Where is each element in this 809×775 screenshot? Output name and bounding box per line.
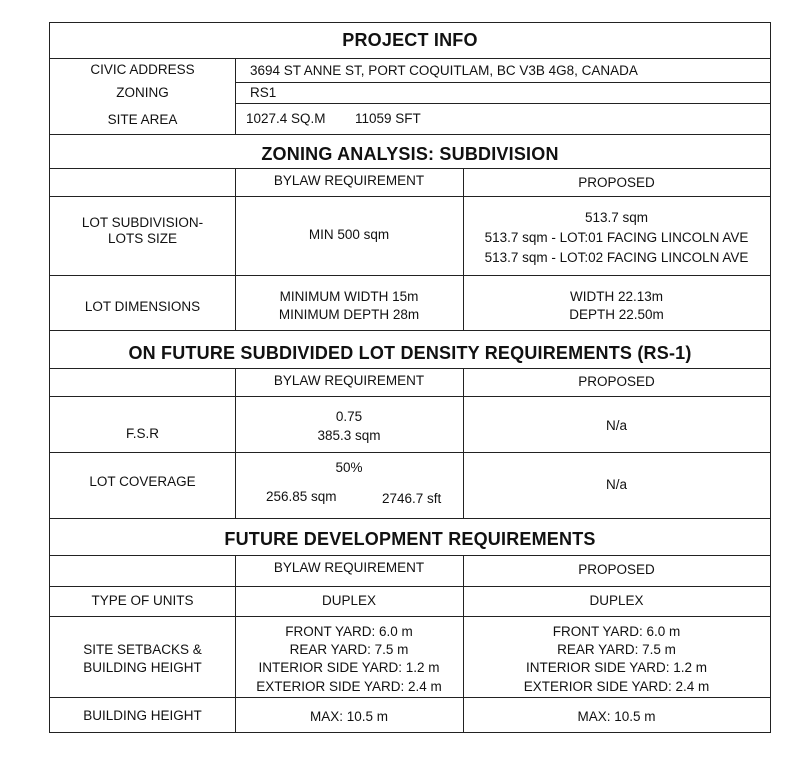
setback-bylaw-exterior: EXTERIOR SIDE YARD: 2.4 m bbox=[256, 679, 442, 694]
rule-development-header bbox=[50, 518, 770, 519]
zoning-label: ZONING bbox=[116, 85, 169, 100]
project-info-title: PROJECT INFO bbox=[342, 30, 478, 50]
lot-dimensions-bylaw-line1: MINIMUM WIDTH 15m bbox=[279, 289, 419, 304]
development-col-proposed: PROPOSED bbox=[578, 562, 655, 577]
setback-proposed-front: FRONT YARD: 6.0 m bbox=[552, 624, 681, 639]
vrule-density-right bbox=[463, 368, 464, 518]
building-height-label: BUILDING HEIGHT bbox=[83, 708, 202, 723]
rule-subdivision-cols bbox=[50, 168, 770, 169]
fsr-proposed: N/a bbox=[605, 418, 627, 433]
rule-setbacks bbox=[50, 616, 770, 617]
setbacks-label-line1: SITE SETBACKS & bbox=[83, 642, 202, 657]
fsr-label: F.S.R bbox=[125, 426, 159, 441]
zoning-value: RS1 bbox=[250, 85, 277, 100]
lot-size-bylaw: MIN 500 sqm bbox=[308, 227, 390, 242]
units-proposed: DUPLEX bbox=[589, 593, 644, 608]
rule-civic bbox=[235, 82, 770, 83]
lot-dimensions-bylaw-line2: MINIMUM DEPTH 28m bbox=[278, 307, 420, 322]
subdivision-title: ZONING ANALYSIS: SUBDIVISION bbox=[261, 144, 559, 164]
rule-development-cols bbox=[50, 555, 770, 556]
rule-height bbox=[50, 697, 770, 698]
density-col-bylaw: BYLAW REQUIREMENT bbox=[273, 373, 425, 388]
development-title: FUTURE DEVELOPMENT REQUIREMENTS bbox=[224, 529, 596, 549]
rule-coverage bbox=[50, 452, 770, 453]
lot-size-proposed-line3: 513.7 sqm - LOT:02 FACING LINCOLN AVE bbox=[484, 250, 749, 265]
setbacks-label-line2: BUILDING HEIGHT bbox=[83, 660, 202, 675]
density-col-proposed: PROPOSED bbox=[578, 374, 655, 389]
site-area-label: SITE AREA bbox=[107, 112, 178, 127]
rule-zoning bbox=[235, 103, 770, 104]
lot-size-proposed-line2: 513.7 sqm - LOT:01 FACING LINCOLN AVE bbox=[484, 230, 749, 245]
setback-bylaw-interior: INTERIOR SIDE YARD: 1.2 m bbox=[258, 660, 440, 675]
building-height-bylaw: MAX: 10.5 m bbox=[309, 709, 389, 724]
lot-size-label-line1: LOT SUBDIVISION- bbox=[81, 215, 204, 230]
rule-project-info bbox=[50, 58, 770, 59]
vrule-subdivision-right bbox=[463, 168, 464, 330]
civic-address-label: CIVIC ADDRESS bbox=[90, 62, 195, 77]
setback-bylaw-front: FRONT YARD: 6.0 m bbox=[285, 624, 413, 639]
density-title: ON FUTURE SUBDIVIDED LOT DENSITY REQUIREMENTS (RS-1) bbox=[128, 343, 692, 363]
lot-coverage-bylaw-percent: 50% bbox=[335, 460, 363, 475]
lot-size-proposed-line1: 513.7 sqm bbox=[584, 210, 649, 225]
development-col-bylaw: BYLAW REQUIREMENT bbox=[273, 560, 425, 575]
lot-size-label-line2: LOTS SIZE bbox=[107, 231, 178, 246]
fsr-bylaw-line2: 385.3 sqm bbox=[317, 428, 381, 443]
lot-coverage-bylaw-sft: 2746.7 sft bbox=[382, 491, 442, 506]
setback-proposed-rear: REAR YARD: 7.5 m bbox=[557, 642, 676, 657]
building-height-proposed: MAX: 10.5 m bbox=[577, 709, 656, 724]
units-bylaw: DUPLEX bbox=[321, 593, 377, 608]
fsr-bylaw-line1: 0.75 bbox=[335, 409, 363, 424]
subdivision-col-bylaw: BYLAW REQUIREMENT bbox=[273, 173, 425, 188]
lot-coverage-bylaw-sqm: 256.85 sqm bbox=[266, 489, 337, 504]
units-label: TYPE OF UNITS bbox=[91, 593, 194, 608]
civic-address-value: 3694 ST ANNE ST, PORT COQUITLAM, BC V3B 4G8, CANADA bbox=[250, 63, 638, 78]
lot-dimensions-label: LOT DIMENSIONS bbox=[84, 299, 201, 314]
site-area-sqm: 1027.4 SQ.M bbox=[246, 111, 326, 126]
setback-proposed-exterior: EXTERIOR SIDE YARD: 2.4 m bbox=[523, 679, 710, 694]
lot-dimensions-proposed-line1: WIDTH 22.13m bbox=[569, 289, 664, 304]
subdivision-col-proposed: PROPOSED bbox=[578, 175, 655, 190]
vrule-project-info bbox=[235, 58, 236, 134]
lot-coverage-proposed: N/a bbox=[605, 477, 627, 492]
site-area-sft: 11059 SFT bbox=[355, 111, 421, 126]
rule-fsr bbox=[50, 396, 770, 397]
requirements-table bbox=[49, 22, 771, 733]
rule-lot-size bbox=[50, 196, 770, 197]
setback-bylaw-rear: REAR YARD: 7.5 m bbox=[289, 642, 409, 657]
rule-units bbox=[50, 586, 770, 587]
lot-dimensions-proposed-line2: DEPTH 22.50m bbox=[569, 307, 664, 322]
lot-coverage-label: LOT COVERAGE bbox=[89, 474, 196, 489]
vrule-subdivision-left bbox=[235, 168, 236, 330]
setback-proposed-interior: INTERIOR SIDE YARD: 1.2 m bbox=[525, 660, 708, 675]
rule-density-cols bbox=[50, 368, 770, 369]
rule-subdivision-header bbox=[50, 134, 770, 135]
rule-lot-dimensions bbox=[50, 275, 770, 276]
rule-density-header bbox=[50, 330, 770, 331]
